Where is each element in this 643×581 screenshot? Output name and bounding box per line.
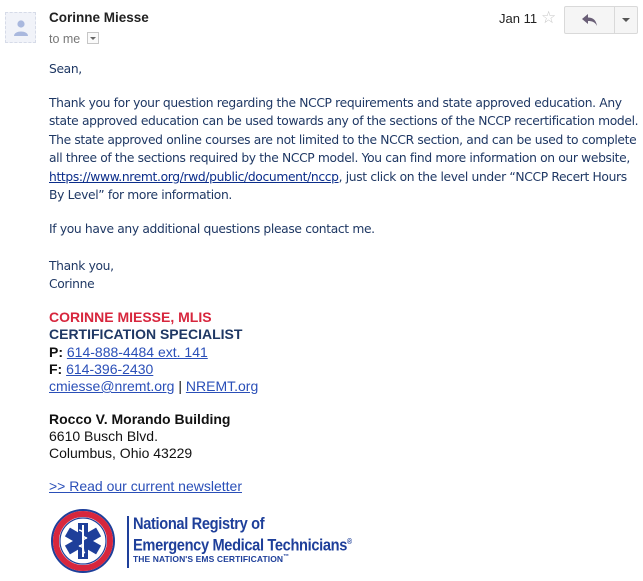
logo-title-line2-text: Emergency Medical Technicians <box>133 535 348 555</box>
phone-link[interactable]: 614-888-4484 ext. 141 <box>66 344 208 360</box>
signature-name: CORINNE MIESSE, MLIS <box>49 309 212 325</box>
address-line-2: Columbus, Ohio 43229 <box>49 445 193 461</box>
logo-title-line1: National Registry of <box>133 514 265 533</box>
fax-link[interactable]: 614-396-2430 <box>66 361 154 377</box>
more-options-button[interactable] <box>615 7 637 33</box>
logo-title-line2 <box>133 533 352 555</box>
greeting: Sean, <box>49 62 82 76</box>
signature-title: CERTIFICATION SPECIALIST <box>49 326 243 342</box>
signature-phone-line <box>49 344 208 361</box>
paragraph-text-end: , just click on the level under “NCCP Recert Hours By Level” for more information. <box>49 169 627 203</box>
nremt-seal-icon <box>49 508 119 574</box>
signed-name: Corinne <box>49 277 95 291</box>
link-separator: | <box>178 378 182 394</box>
logo-tagline-text: THE NATION'S EMS CERTIFICATION <box>133 554 284 564</box>
nremt-logo <box>47 508 357 572</box>
newsletter-link[interactable]: >> Read our current newsletter <box>49 478 242 494</box>
signature-fax-line <box>49 361 153 378</box>
logo-tagline <box>133 554 289 564</box>
signature-links-line <box>49 378 258 395</box>
chevron-down-icon <box>622 18 630 22</box>
trademark: ™ <box>283 554 290 561</box>
recipient-line <box>49 32 99 46</box>
reply-button-group <box>564 6 638 34</box>
message-paragraph <box>49 94 639 204</box>
building-name: Rocco V. Morando Building <box>49 411 231 427</box>
email-link[interactable]: cmiesse@nremt.org <box>49 378 175 394</box>
newsletter-line <box>49 478 242 495</box>
star-icon[interactable]: ☆ <box>541 8 557 27</box>
reply-icon <box>582 14 598 26</box>
sender-avatar[interactable] <box>5 12 36 43</box>
address-line-1: 6610 Busch Blvd. <box>49 428 158 444</box>
fax-label: F: <box>49 361 63 377</box>
show-details-chevron-down-icon[interactable] <box>87 32 99 44</box>
message-date: Jan 11 <box>499 11 538 26</box>
website-link[interactable]: NREMT.org <box>185 378 259 394</box>
phone-label: P: <box>49 344 63 360</box>
sender-name[interactable]: Corinne Miesse <box>49 10 149 25</box>
paragraph-text: Thank you for your question regarding the NCCP requirements and state approved education. Any state approved education can be used towards any of the sections of the NCCP recertification model. The state approved online courses are not limited to the NCCR section, and can be used to complete all three of the sections required by the NCCP model. You can find more information on our website, <box>49 96 639 166</box>
logo-divider <box>127 516 129 568</box>
person-icon <box>13 19 29 37</box>
reply-button[interactable] <box>565 7 615 33</box>
registered-mark: ® <box>347 537 352 546</box>
sign-off: Thank you, <box>49 259 114 273</box>
closing-question: If you have any additional questions please contact me. <box>49 222 375 236</box>
nccp-document-link[interactable]: https://www.nremt.org/rwd/public/document/nccp <box>49 169 339 184</box>
recipient-label: to me <box>49 32 81 46</box>
